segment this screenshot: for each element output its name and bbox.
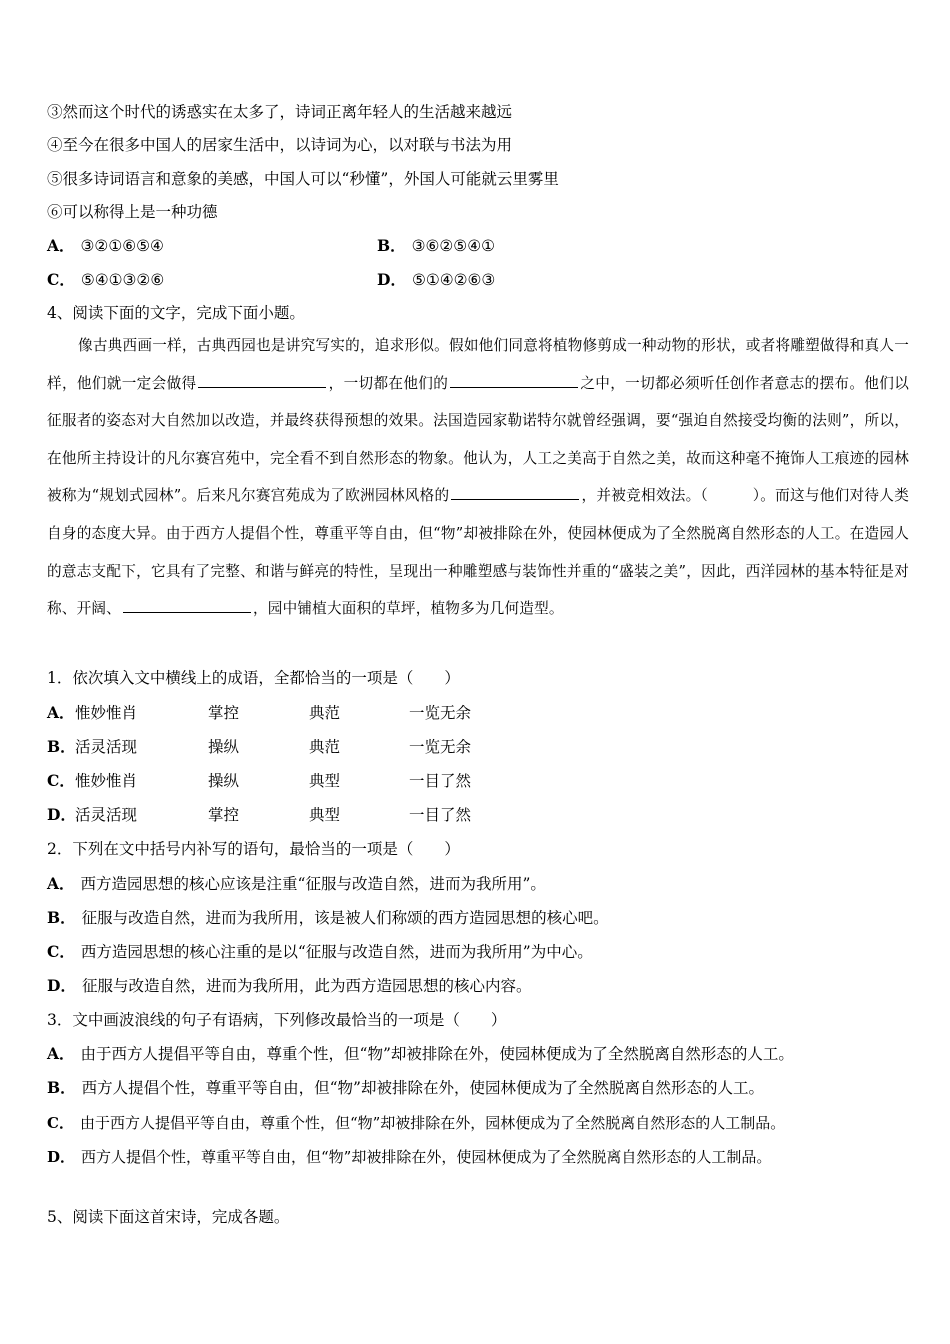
sentence-4: ④至今在很多中国人的居家生活中，以诗词为心，以对联与书法为用 [47, 136, 513, 154]
q2-option-b[interactable]: B． 征服与改造自然，进而为我所用，该是被人们称颂的西方造园思想的核心吧。 [47, 908, 609, 927]
blank-4 [123, 598, 251, 613]
q2-stem: 2．下列在文中括号内补写的语句，最恰当的一项是（ ） [47, 840, 460, 858]
q2-option-c[interactable]: C． 西方造园思想的核心注重的是以“征服与改造自然，进而为我所用”为中心。 [47, 942, 593, 961]
q3-option-c[interactable]: C． 由于西方人提倡平等自由，尊重个性，但“物”却被排除在外，园林便成为了全然脱离自然形态的人工制品。 [47, 1114, 786, 1132]
sentence-5: ⑤很多诗词语言和意象的美感，中国人可以“秒懂”，外国人可能就云里雾里 [47, 170, 559, 188]
blank-1 [198, 373, 326, 388]
blank-2 [450, 373, 578, 388]
prev-option-b[interactable]: B． ③⑥②⑤④① [377, 236, 495, 255]
sentence-6: ⑥可以称得上是一种功德 [47, 203, 218, 221]
sentence-3: ③然而这个时代的诱惑实在太多了，诗词正离年轻人的生活越来越远 [47, 103, 513, 121]
q3-option-b[interactable]: B． 西方人提倡个性，尊重平等自由，但“物”却被排除在外，使园林便成为了全然脱离自然形态的人工。 [47, 1078, 764, 1097]
blank-3 [451, 485, 579, 500]
q5-heading: 5、阅读下面这首宋诗，完成各题。 [47, 1208, 290, 1226]
q3-option-a[interactable]: A． 由于西方人提倡平等自由，尊重个性，但“物”却被排除在外，使园林便成为了全然脱离自然形态的人工。 [47, 1044, 794, 1063]
prev-option-c[interactable]: C． ⑤④①③②⑥ [47, 270, 165, 289]
exam-page: ③然而这个时代的诱惑实在太多了，诗词正离年轻人的生活越来越远 ④至今在很多中国人的居家生活中，以诗词为心，以对联与书法为用 ⑤很多诗词语言和意象的美感，中国人可以“秒懂”，外国人可能就云里雾里 ⑥可以称得上是一种功德 A． ③②①⑥⑤④ B． ③⑥②⑤④① C． ⑤④①③②⑥ D． ⑤①④②⑥③ 4、阅读下面的文字，完成下面小题。 像古典西画一样，古典西园也是讲究写实的，追求形似。假如他们同意将植物修剪成一种动物的形状，或者将雕塑做得和真人一样，他们就一定会做得 ，一切都在他们的 之中，一切都必须听任创作者意志的摆布。他们以征服者的姿态对大自然加以改造，并最终获得预想的效果。法国造园家勒诺特尔就曾经强调，要“强迫自然接受均衡的法则”，所以，在他所主持设计的凡尔赛宫苑中，完全看不到自然形态的物象。他认为，人工之美高于自然之美，故而这种毫不掩饰人工痕迹的园林被称为“规划式园林”。后来凡尔赛宫苑成为了欧洲园林风格的 ，并被竞相效法。（ ）。而这与他们对待人类自身的态度大异。由于西方人提倡个性，尊重平等自由，但“物”却被排除在外，使园林便成为了全然脱离自然形态的人工。在造园人的意志支配下，它具有了完整、和谐与鲜亮的特性，呈现出一种雕塑感与装饰性并重的“盛装之美”，因此，西洋园林的基本特征是对称、开阔、 ，园中铺植大面积的草坪，植物多为几何造型。 1．依次填入文中横线上的成语，全都恰当的一项是（ ） A． 惟妙惟肖 掌控 典范 一览无余 B． 活灵活现 操纵 典范 一览无余 C． 惟妙惟肖 操纵 典型 一目了然 D． 活灵活现 掌控 典型 一目了然 2．下列在文中括号内补写的语句，最恰当的一项是（ ） A． 西方造园思想的核心应该是注重“征服与改造自然，进而为我所用”。 B． 征服与改造自然，进而为我所用，该是被人们称颂的西方造园思想的核心吧。 C． 西方造园思想的核心注重的是以“征服与改造自然，进而为我所用”为中心。 D． 征服与改造自然，进而为我所用，此为西方造园思想的核心内容。 3．文中画波浪线的句子有语病，下列修改最恰当的一项是（ ） A． 由于西方人提倡平等自由，尊重个性，但“物”却被排除在外，使园林便成为了全然脱离自然形态的人工。 B． 西方人提倡个性，尊重平等自由，但“物”却被排除在外，使园林便成为了全然脱离自然形态的人工。 C． 由于西方人提倡平等自由，尊重个性，但“物”却被排除在外，园林便成为了全然脱离自然形态的人工制品。 D． 西方人提倡个性，尊重平等自由，但“物”却被排除在外，使园林便成为了全然脱离自然形态的人工制品。 5、阅读下面这首宋诗，完成各题。 [47, 103, 909, 1226]
q2-option-a[interactable]: A． 西方造园思想的核心应该是注重“征服与改造自然，进而为我所用”。 [47, 874, 546, 893]
prev-option-d[interactable]: D． ⑤①④②⑥③ [377, 270, 496, 289]
q3-option-d[interactable]: D． 西方人提倡个性，尊重平等自由，但“物”却被排除在外，使园林便成为了全然脱离自然形态的人工制品。 [47, 1148, 772, 1166]
reading-passage: 像古典西画一样，古典西园也是讲究写实的，追求形似。假如他们同意将植物修剪成一种动物的形状，或者将雕塑做得和真人一样，他们就一定会做得 ，一切都在他们的 之中，一切都必须听任创作者意志的摆布。他们以征服者的姿态对大自然加以改造，并最终获得预想的效果。法国造园家勒诺特尔就曾经强调，要“强迫自然接受均衡的法则”，所以，在他所主持设计的凡尔赛宫苑中，完全看不到自然形态的物象。他认为，人工之美高于自然之美，故而这种毫不掩饰人工痕迹的园林被称为“规划式园林”。后来凡尔赛宫苑成为了欧洲园林风格的 ，并被竞相效法。（ ）。而这与他们对待人类自身的态度大异。由于西方人提倡个性，尊重平等自由，但“物”却被排除在外，使园林便成为了全然脱离自然形态的人工。在造园人的意志支配下，它具有了完整、和谐与鲜亮的特性，呈现出一种雕塑感与装饰性并重的“盛装之美”，因此，西洋园林的基本特征是对称、开阔、 ，园中铺植大面积的草坪，植物多为几何造型。 [47, 337, 909, 618]
q1-stem: 1．依次填入文中横线上的成语，全都恰当的一项是（ ） [47, 669, 460, 687]
prev-option-a[interactable]: A． ③②①⑥⑤④ [47, 236, 164, 255]
q2-option-d[interactable]: D． 征服与改造自然，进而为我所用，此为西方造园思想的核心内容。 [47, 976, 532, 995]
q3-stem: 3．文中画波浪线的句子有语病，下列修改最恰当的一项是（ ） [47, 1011, 507, 1029]
q4-heading: 4、阅读下面的文字，完成下面小题。 [47, 304, 305, 322]
